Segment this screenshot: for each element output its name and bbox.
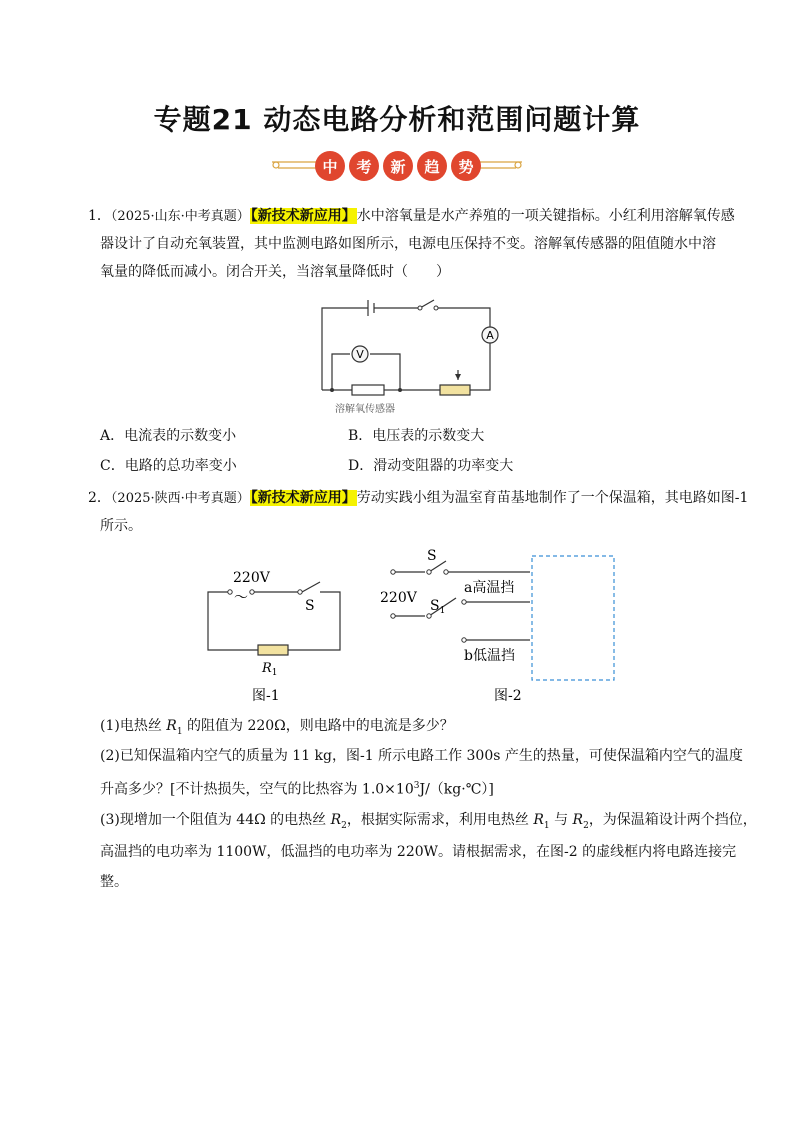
fig2-low-gear: b低温挡 [464, 648, 515, 664]
q1-line2: 器设计了自动充氧装置，其中监测电路如图所示，电源电压保持不变。溶解氧传感器的阻值随水中溶 [100, 236, 716, 252]
page-title: 专题21 动态电路分析和范围问题计算 [153, 103, 641, 136]
fig2-voltage: 220V [380, 590, 417, 606]
q1-line1 [88, 202, 735, 231]
q2-tag: 【新技术新应用】 [250, 490, 356, 506]
banner-char: 新 [390, 158, 406, 176]
q2-number: 2． [88, 490, 111, 506]
q1-option-a: A．电流表的示数变小 [100, 428, 237, 444]
ammeter-label: A [486, 329, 494, 342]
q1-circuit-diagram [310, 292, 510, 420]
q2-sub2-line1: (2)已知保温箱内空气的质量为 11 kg，图-1 所示电路工作 300s 产生的热量，可使保温箱内空气的温度 [100, 748, 743, 764]
fig1-switch-label: S [305, 598, 315, 614]
voltmeter-label: V [356, 348, 364, 361]
q1-source: （2025·山东·中考真题） [110, 209, 250, 224]
fig2-high-gear: a高温挡 [464, 580, 515, 596]
fig2-switch-s1: $S_1$ [430, 598, 446, 616]
fig1-voltage: 220V [233, 570, 270, 586]
q2-sub2-line2: 升高多少？[不计热损失，空气的比热容为 $1.0\times 10^3J/(kg\cdot℃)$] [100, 781, 494, 798]
q2-figure-1 [200, 560, 350, 710]
q2-sub3-line1: (3)现增加一个阻值为 44Ω 的电热丝 $R_2$，根据实际需求，利用电热丝 $R_1$ 与 $R_2$，为保温箱设计两个挡位， [100, 812, 757, 831]
q1-text: 水中溶氧量是水产养殖的一项关键指标。小红利用溶解氧传感 [356, 208, 735, 224]
q2-line1 [88, 484, 748, 513]
q2-sub3-line2: 高温挡的电功率为 1100W，低温挡的电功率为 220W。请根据需求，在图-2 的虚线框内将电路连接完 [100, 844, 737, 860]
banner-char: 势 [458, 158, 474, 176]
banner-char: 考 [356, 158, 372, 176]
fig2-switch-s: S [427, 548, 437, 564]
sensor-label: 溶解氧传感器 [335, 404, 395, 415]
q1-option-b: B．电压表的示数变大 [348, 428, 485, 444]
fig1-caption: 图-1 [252, 688, 280, 704]
q2-sub1: (1)电热丝 $R_1$ 的阻值为 220Ω，则电路中的电流是多少？ [100, 718, 454, 737]
q2-source: （2025·陕西·中考真题） [110, 491, 250, 506]
q2-sub3-line3: 整。 [100, 874, 128, 890]
banner-char: 中 [322, 158, 338, 176]
q1-tag: 【新技术新应用】 [250, 208, 356, 224]
q2-figure-2 [380, 546, 620, 710]
fig1-ac-symbol: ～ [234, 590, 248, 606]
rheostat [440, 385, 470, 395]
q1-line3: 氧量的降低而减小。闭合开关，当溶氧量降低时（ ） [100, 264, 450, 280]
banner-char: 趋 [424, 158, 440, 176]
q1-option-c: C．电路的总功率变小 [100, 458, 237, 474]
q2-line2: 所示。 [100, 518, 142, 534]
fig1-resistor [258, 645, 288, 655]
fig1-resistor-label: $R_1$ [262, 661, 278, 678]
q1-number: 1． [88, 208, 111, 224]
section-banner [268, 148, 526, 184]
q1-option-d: D．滑动变阻器的功率变大 [348, 458, 514, 474]
q2-text: 劳动实践小组为温室育苗基地制作了一个保温箱，其电路如图-1 [356, 490, 749, 506]
sensor-resistor [352, 385, 384, 395]
fig2-dashed-box [532, 556, 614, 680]
fig2-caption: 图-2 [494, 688, 522, 704]
